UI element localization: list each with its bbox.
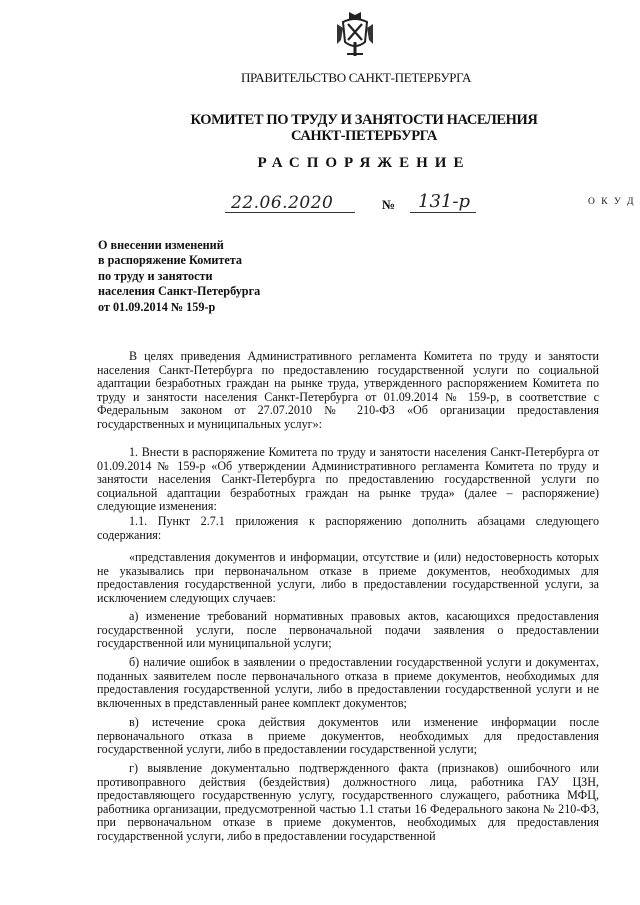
document-number: 131-р [418,191,470,212]
body-paragraph-case-a: а) изменение требований нормативных правовых актов, касающихся предоставления государственной услуги, после первоначальной подачи заявления о предоставлении государственной или муниципальной услуги; [97,609,599,651]
number-underline [410,212,476,213]
document-date-field [225,193,355,215]
body-paragraph-quote: «представления документов и информации, отсутствие и (или) недостоверность которых не указывались при первоначальном отказе в приеме документов, необходимых для предоставления государственной услуги, либо в предоставлении государственной услуги, за исключением следующих случаев: [97,550,599,605]
number-sign: № [382,197,396,212]
document-type-title: РАСПОРЯЖЕНИЕ [257,155,471,171]
document-number-field [410,191,476,215]
body-paragraph-case-v: в) истечение срока действия документов или изменение информации после первоначального отказа в приеме документов, необходимых для предоставления государственной услуги, либо в предоставлении государственной услуги; [97,715,599,757]
body-paragraph-preamble: В целях приведения Административного регламента Комитета по труду и занятости населения Санкт-Петербурга по предоставлению государственной услуги по социальной адаптации безработных граждан на рынке труда, утвержденного распоряжением Комитета по труду и занятости населения Санкт-Петербурга от 01.09.2014 № 159-р, в соответствие с Федеральным законом от 27.07.2010 № 210-ФЗ «Об организации предоставления государственных и муниципальных услуг»: [97,349,599,431]
subject-line: О внесении изменений [98,238,224,252]
subject-line: по труду и занятости [98,268,213,283]
body-paragraph-case-g: г) выявление документально подтвержденного факта (признаков) ошибочного или противоправного действия (бездействия) должностного лица, работника ГАУ ЦЗН, предоставляющего государственную услугу, государственного служащего, работника МФЦ, работника организации, предусмотренной частью 1.1 статьи 16 Федерального закона № 210-ФЗ, при первоначальном отказе в приеме документов, необходимых для предоставления государственной услуги, либо в предоставлении государственной [97,761,599,843]
body-paragraph-item-1: 1. Внести в распоряжение Комитета по труду и занятости населения Санкт-Петербурга от 01.09.2014 № 159-р «Об утверждении Административного регламента Комитета по труду и занятости населения Санкт-Петербурга по предоставлению государственной услуги по социальной адаптации безработных граждан на рынке труда» (далее – распоряжение) следующие изменения: [97,445,599,514]
date-underline [225,212,355,213]
committee-title-line2: САНКТ-ПЕТЕРБУРГА [291,128,437,144]
subject-line: от 01.09.2014 № 159-р [98,299,216,314]
government-title: ПРАВИТЕЛЬСТВО САНКТ-ПЕТЕРБУРГА [240,70,472,85]
committee-title [0,112,640,144]
subject-line: населения Санкт-Петербурга [98,284,261,299]
document-date: 22.06.2020 [231,193,334,213]
body-paragraph-item-1-1: 1.1. Пункт 2.7.1 приложения к распоряжению дополнить абзацами следующего содержания: [97,514,599,542]
subject-line: в распоряжение Комитета [98,253,243,268]
committee-title-line1: КОМИТЕТ ПО ТРУДУ И ЗАНЯТОСТИ НАСЕЛЕНИЯ [190,112,538,128]
okud-label: О К У Д [588,197,636,207]
coat-of-arms-icon [335,10,375,58]
body-paragraph-case-b: б) наличие ошибок в заявлении о предоставлении государственной услуги и документах, поданных заявителем после первоначального отказа в приеме документов, необходимых для предоставления государственной услуги, либо в предоставлении государственной услуги и не включенных в представленный ранее комплект документов; [97,655,599,710]
subject-block [98,238,338,315]
